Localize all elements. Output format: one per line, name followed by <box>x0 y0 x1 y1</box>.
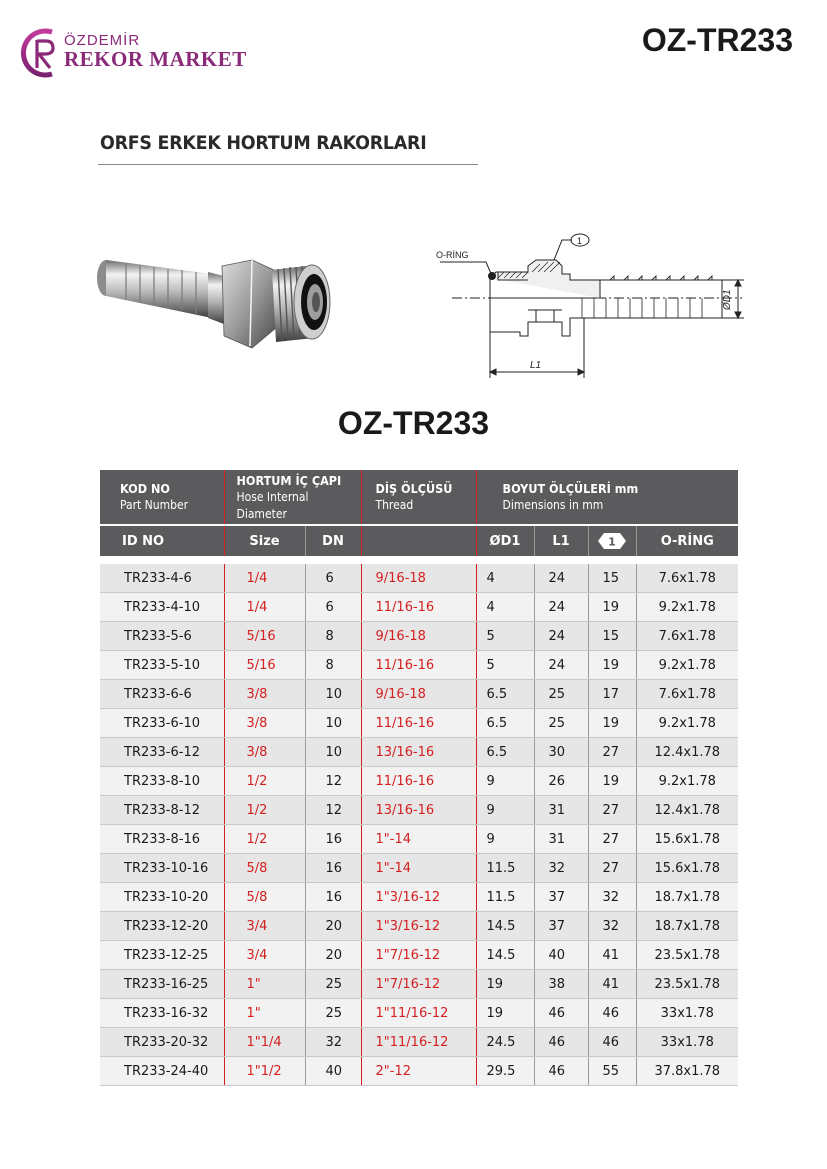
cell-id: TR233-6-12 <box>100 738 224 767</box>
cell-size: 5/8 <box>224 883 305 912</box>
cell-d1: 19 <box>476 999 534 1028</box>
cell-thread: 9/16-18 <box>361 564 476 593</box>
cell-oring: 7.6x1.78 <box>636 622 738 651</box>
product-code-title: OZ-TR233 <box>337 405 490 441</box>
cell-size: 1" <box>224 970 305 999</box>
cell-thread: 13/16-16 <box>361 796 476 825</box>
col-hex <box>588 525 636 556</box>
cell-d1: 4 <box>476 593 534 622</box>
cell-oring: 37.8x1.78 <box>636 1057 738 1086</box>
cell-hex: 15 <box>588 622 636 651</box>
cell-size: 3/8 <box>224 709 305 738</box>
cell-hex: 27 <box>588 854 636 883</box>
table-row <box>100 651 738 680</box>
cell-hex: 15 <box>588 564 636 593</box>
cell-id: TR233-4-6 <box>100 564 224 593</box>
cell-oring: 7.6x1.78 <box>636 564 738 593</box>
cell-l1: 30 <box>534 738 588 767</box>
cell-dn: 20 <box>305 941 361 970</box>
cell-id: TR233-12-20 <box>100 912 224 941</box>
table-row <box>100 941 738 970</box>
cell-thread: 13/16-16 <box>361 738 476 767</box>
cell-d1: 5 <box>476 622 534 651</box>
cell-d1: 29.5 <box>476 1057 534 1086</box>
cell-size: 1" <box>224 999 305 1028</box>
cell-oring: 33x1.78 <box>636 999 738 1028</box>
d1-dimension-label: ØD1 <box>722 289 733 310</box>
cell-oring: 18.7x1.78 <box>636 883 738 912</box>
cell-id: TR233-6-10 <box>100 709 224 738</box>
col-thread <box>361 525 476 556</box>
cell-id: TR233-10-20 <box>100 883 224 912</box>
cell-oring: 33x1.78 <box>636 1028 738 1057</box>
header-row-primary <box>100 470 738 525</box>
col-dn: DN <box>305 525 361 556</box>
cell-hex: 27 <box>588 738 636 767</box>
technical-drawing <box>432 222 752 392</box>
cell-d1: 11.5 <box>476 854 534 883</box>
cell-dn: 32 <box>305 1028 361 1057</box>
table-row <box>100 564 738 593</box>
cell-dn: 6 <box>305 564 361 593</box>
cell-id: TR233-5-10 <box>100 651 224 680</box>
callout-number: 1 <box>577 236 583 246</box>
cell-hex: 41 <box>588 941 636 970</box>
cell-dn: 8 <box>305 622 361 651</box>
header-part-number: KOD NO Part Number <box>100 470 224 525</box>
cell-id: TR233-20-32 <box>100 1028 224 1057</box>
cell-dn: 10 <box>305 709 361 738</box>
cell-id: TR233-12-25 <box>100 941 224 970</box>
cell-hex: 19 <box>588 593 636 622</box>
table-row <box>100 593 738 622</box>
cell-d1: 19 <box>476 970 534 999</box>
cell-d1: 9 <box>476 825 534 854</box>
table-row <box>100 738 738 767</box>
cell-l1: 46 <box>534 1057 588 1086</box>
table-row <box>100 622 738 651</box>
cell-size: 3/8 <box>224 738 305 767</box>
l1-dimension-label: L1 <box>530 360 542 371</box>
cell-thread: 1"7/16-12 <box>361 970 476 999</box>
cell-thread: 11/16-16 <box>361 651 476 680</box>
cell-l1: 37 <box>534 912 588 941</box>
cell-l1: 24 <box>534 622 588 651</box>
cell-size: 5/16 <box>224 622 305 651</box>
header-dimensions: BOYUT ÖLÇÜLERİ mm Dimensions in mm <box>476 470 738 525</box>
cell-l1: 32 <box>534 854 588 883</box>
cell-oring: 18.7x1.78 <box>636 912 738 941</box>
cell-size: 3/8 <box>224 680 305 709</box>
col-d1: ØD1 <box>476 525 534 556</box>
cell-hex: 46 <box>588 1028 636 1057</box>
cell-thread: 11/16-16 <box>361 593 476 622</box>
cell-hex: 19 <box>588 651 636 680</box>
cell-dn: 8 <box>305 651 361 680</box>
cell-l1: 25 <box>534 680 588 709</box>
cell-dn: 6 <box>305 593 361 622</box>
cell-l1: 40 <box>534 941 588 970</box>
cell-id: TR233-16-32 <box>100 999 224 1028</box>
cell-dn: 16 <box>305 825 361 854</box>
cell-d1: 14.5 <box>476 912 534 941</box>
cell-thread: 11/16-16 <box>361 767 476 796</box>
table-row <box>100 796 738 825</box>
cell-d1: 6.5 <box>476 709 534 738</box>
cell-dn: 25 <box>305 999 361 1028</box>
table-row <box>100 999 738 1028</box>
cell-hex: 41 <box>588 970 636 999</box>
table-row <box>100 1057 738 1086</box>
cell-id: TR233-5-6 <box>100 622 224 651</box>
table-row <box>100 709 738 738</box>
cell-size: 1"1/2 <box>224 1057 305 1086</box>
cell-thread: 2"-12 <box>361 1057 476 1086</box>
dimensions-table <box>100 470 738 1086</box>
cell-thread: 1"3/16-12 <box>361 912 476 941</box>
cell-dn: 20 <box>305 912 361 941</box>
cell-oring: 15.6x1.78 <box>636 825 738 854</box>
cell-oring: 12.4x1.78 <box>636 738 738 767</box>
logo-small-text: ÖZDEMİR <box>64 32 141 49</box>
header-hose-diameter: HORTUM İÇ ÇAPI Hose Internal Diameter <box>224 470 361 525</box>
hex-badge-icon <box>597 532 627 550</box>
cell-hex: 32 <box>588 883 636 912</box>
cell-thread: 1"-14 <box>361 854 476 883</box>
cell-hex: 55 <box>588 1057 636 1086</box>
cell-thread: 11/16-16 <box>361 709 476 738</box>
cell-id: TR233-4-10 <box>100 593 224 622</box>
cell-oring: 7.6x1.78 <box>636 680 738 709</box>
header-row-secondary <box>100 525 738 556</box>
cell-size: 1/4 <box>224 564 305 593</box>
table-row <box>100 767 738 796</box>
cell-id: TR233-10-16 <box>100 854 224 883</box>
cell-l1: 24 <box>534 593 588 622</box>
col-id: ID NO <box>100 525 224 556</box>
product-code-header: OZ-TR233 <box>641 22 793 58</box>
table-row <box>100 1028 738 1057</box>
cell-hex: 19 <box>588 709 636 738</box>
cell-oring: 23.5x1.78 <box>636 941 738 970</box>
cell-hex: 27 <box>588 796 636 825</box>
col-size: Size <box>224 525 305 556</box>
cell-size: 1/2 <box>224 825 305 854</box>
cell-l1: 31 <box>534 825 588 854</box>
table-row <box>100 825 738 854</box>
cell-dn: 16 <box>305 854 361 883</box>
cell-hex: 27 <box>588 825 636 854</box>
cell-oring: 12.4x1.78 <box>636 796 738 825</box>
table-row <box>100 854 738 883</box>
cell-l1: 37 <box>534 883 588 912</box>
cell-oring: 9.2x1.78 <box>636 651 738 680</box>
product-photo <box>92 236 342 366</box>
cell-d1: 11.5 <box>476 883 534 912</box>
cell-l1: 26 <box>534 767 588 796</box>
cell-oring: 23.5x1.78 <box>636 970 738 999</box>
cell-d1: 4 <box>476 564 534 593</box>
cell-oring: 9.2x1.78 <box>636 709 738 738</box>
table-row <box>100 883 738 912</box>
section-divider <box>98 164 478 165</box>
cell-l1: 31 <box>534 796 588 825</box>
cell-id: TR233-8-12 <box>100 796 224 825</box>
cell-size: 5/8 <box>224 854 305 883</box>
svg-text:1: 1 <box>608 535 616 549</box>
cell-oring: 9.2x1.78 <box>636 767 738 796</box>
cell-thread: 1"7/16-12 <box>361 941 476 970</box>
cell-hex: 32 <box>588 912 636 941</box>
cell-dn: 40 <box>305 1057 361 1086</box>
cell-thread: 9/16-18 <box>361 622 476 651</box>
brand-logo <box>20 26 250 82</box>
cell-id: TR233-8-10 <box>100 767 224 796</box>
cell-size: 3/4 <box>224 912 305 941</box>
cell-size: 1"1/4 <box>224 1028 305 1057</box>
table-row <box>100 912 738 941</box>
cell-thread: 1"11/16-12 <box>361 999 476 1028</box>
cell-size: 1/2 <box>224 767 305 796</box>
cell-size: 5/16 <box>224 651 305 680</box>
cell-oring: 9.2x1.78 <box>636 593 738 622</box>
cell-hex: 46 <box>588 999 636 1028</box>
logo-r-icon <box>20 26 66 80</box>
cell-thread: 1"11/16-12 <box>361 1028 476 1057</box>
cell-size: 3/4 <box>224 941 305 970</box>
table-body <box>100 564 738 1086</box>
cell-l1: 46 <box>534 999 588 1028</box>
cell-hex: 17 <box>588 680 636 709</box>
cell-id: TR233-16-25 <box>100 970 224 999</box>
cell-d1: 5 <box>476 651 534 680</box>
cell-l1: 25 <box>534 709 588 738</box>
cell-hex: 19 <box>588 767 636 796</box>
logo-brand-text: REKOR MARKET <box>64 47 247 71</box>
header-thread: DİŞ ÖLÇÜSÜ Thread <box>361 470 476 525</box>
cell-d1: 24.5 <box>476 1028 534 1057</box>
cell-d1: 14.5 <box>476 941 534 970</box>
cell-id: TR233-24-40 <box>100 1057 224 1086</box>
cell-l1: 24 <box>534 651 588 680</box>
oring-label: O-RİNG <box>436 250 469 260</box>
cell-l1: 24 <box>534 564 588 593</box>
cell-l1: 46 <box>534 1028 588 1057</box>
cell-thread: 1"3/16-12 <box>361 883 476 912</box>
cell-dn: 10 <box>305 738 361 767</box>
cell-l1: 38 <box>534 970 588 999</box>
cell-dn: 10 <box>305 680 361 709</box>
cell-dn: 16 <box>305 883 361 912</box>
cell-d1: 6.5 <box>476 738 534 767</box>
col-l1: L1 <box>534 525 588 556</box>
table-row <box>100 970 738 999</box>
section-title: ORFS ERKEK HORTUM RAKORLARI <box>100 132 427 154</box>
cell-size: 1/2 <box>224 796 305 825</box>
col-oring: O-RİNG <box>636 525 738 556</box>
table-row <box>100 680 738 709</box>
cell-size: 1/4 <box>224 593 305 622</box>
cell-thread: 1"-14 <box>361 825 476 854</box>
cell-thread: 9/16-18 <box>361 680 476 709</box>
cell-d1: 9 <box>476 767 534 796</box>
cell-dn: 12 <box>305 767 361 796</box>
cell-id: TR233-8-16 <box>100 825 224 854</box>
cell-oring: 15.6x1.78 <box>636 854 738 883</box>
cell-d1: 6.5 <box>476 680 534 709</box>
cell-dn: 12 <box>305 796 361 825</box>
cell-id: TR233-6-6 <box>100 680 224 709</box>
cell-dn: 25 <box>305 970 361 999</box>
cell-d1: 9 <box>476 796 534 825</box>
